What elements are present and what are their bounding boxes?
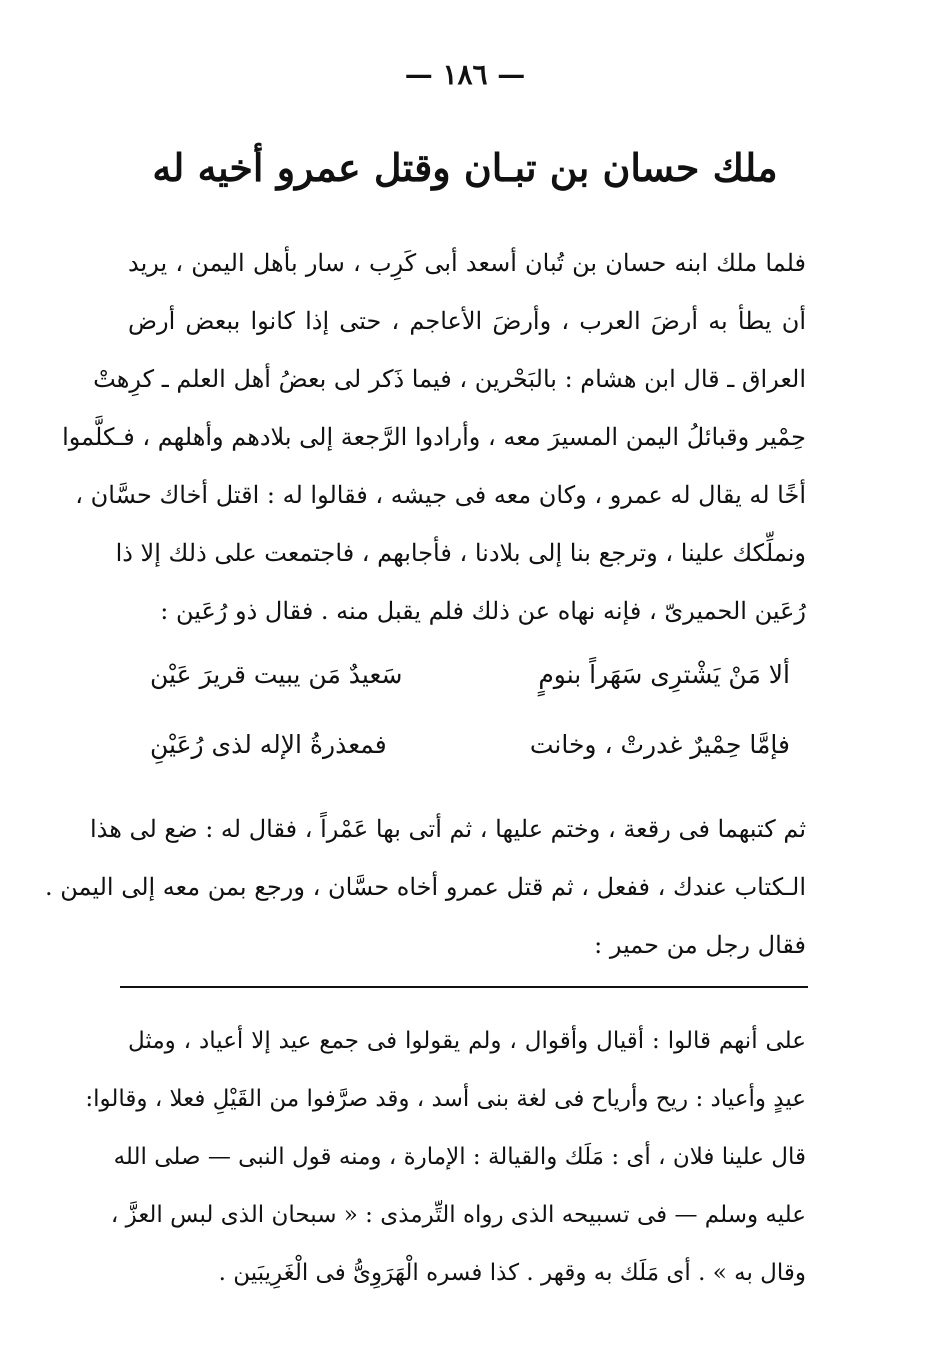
body-line: فقال رجل من حمير : [594, 931, 806, 959]
poem-second-hemistich: فمعذرةُ الإله لذى رُعَيْنِ [150, 730, 387, 759]
footnote-line: قال علينا فلان ، أى : مَلَك والقيالة : الإمارة ، ومنه قول النبى — صلى الله [113, 1144, 806, 1170]
body-line: رُعَين الحميرىّ ، فإنه نهاه عن ذلك فلم يقبل منه . فقال ذو رُعَين : [160, 597, 806, 625]
after-poem-text [44, 800, 806, 974]
poem-verse [150, 710, 790, 780]
page-number: — ١٨٦ — [404, 58, 526, 91]
footnote-divider [120, 986, 808, 988]
footnote-line: على أنهم قالوا : أقيال وأقوال ، ولم يقولوا فى جمع عيد إلا أعياد ، ومثل [128, 1028, 806, 1054]
poem-first-hemistich: ألا مَنْ يَشْترِى سَهَراً بنومٍ [538, 660, 790, 689]
footnote-line: عيدٍ وأعياد : ريح وأرياح فى لغة بنى أسد ، وقد صرَّفوا من القَيْلِ فعلا ، وقالوا: [85, 1086, 806, 1112]
body-line: الـكتاب عندك ، ففعل ، ثم قتل عمرو أخاه حسَّان ، ورجع بمن معه إلى اليمن . [44, 873, 806, 901]
body-line: ثم كتبهما فى رقعة ، وختم عليها ، ثم أتى بها عَمْراً ، فقال له : ضع لى هذا [89, 815, 806, 843]
footnote [85, 1012, 806, 1302]
body-line: فلما ملك ابنه حسان بن تُبان أسعد أبى كَرِب ، سار بأهل اليمن ، يريد [128, 249, 806, 277]
footnote-line: وقال به » . أى مَلَك به وقهر . كذا فسره الْهَرَوِىُّ فى الْغَرِيبَين . [218, 1260, 806, 1286]
body-line: العراق ـ قال ابن هشام : بالبَحْرين ، فيما ذَكر لى بعضُ أهل العلم ـ كرِهتْ [93, 365, 806, 393]
body-line: أن يطأ به أرضَ العرب ، وأرضَ الأعاجم ، حتى إذا كانوا ببعض أرض [128, 307, 807, 335]
poem-verse [150, 640, 790, 710]
body-line: ونملِّكك علينا ، وترجع بنا إلى بلادنا ، فأجابهم ، فاجتمعت على ذلك إلا ذا [115, 539, 806, 567]
body-text [62, 234, 807, 640]
footnote-line: عليه وسلم — فى تسبيحه الذى رواه التِّرمذى : « سبحان الذى لبس العزَّ ، [110, 1202, 806, 1228]
poem-second-hemistich: سَعيدٌ مَن يبيت قريرَ عَيْن [150, 660, 403, 689]
chapter-title: ملك حسان بن تبـان وقتل عمرو أخيه له [152, 145, 778, 190]
poem [150, 640, 790, 780]
body-line: أخًا له يقال له عمرو ، وكان معه فى جيشه ، فقالوا له : اقتل أخاك حسَّان ، [75, 481, 806, 509]
poem-first-hemistich: فإمَّا حِمْيرٌ غدرتْ ، وخانت [529, 730, 790, 759]
body-line: حِمْير وقبائلُ اليمن المسيرَ معه ، وأرادوا الرَّجعة إلى بلادهم وأهلهم ، فـكلَّموا [62, 423, 806, 451]
